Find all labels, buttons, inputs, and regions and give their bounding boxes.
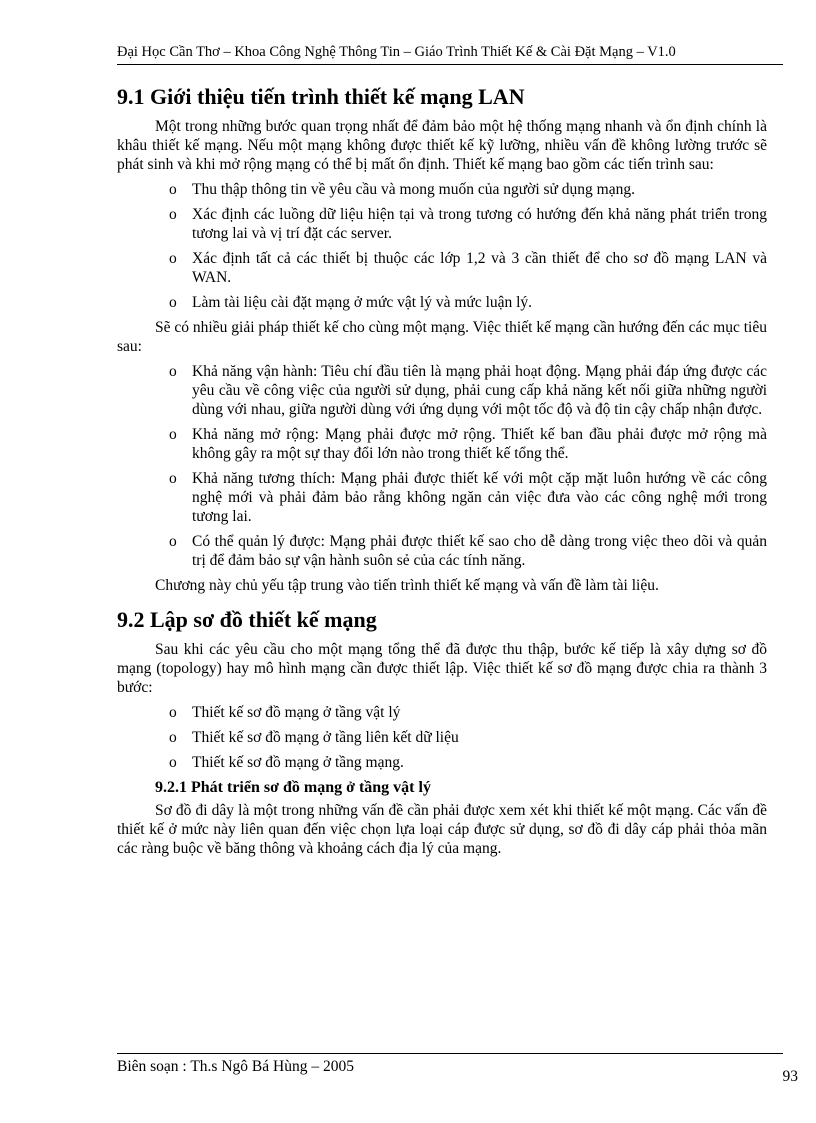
bullet-icon: o (169, 426, 177, 443)
section-9-1-title: 9.1 Giới thiệu tiến trình thiết kế mạng LAN (117, 84, 525, 109)
goals-list (117, 362, 767, 570)
bullet-icon: o (169, 704, 177, 721)
paragraph: Sau khi các yêu cầu cho một mạng tổng thể đã được thu thập, bước kế tiếp là xây dựng sơ đồ mạng (topology) hay mô hình mạng cần được thiết lập. Việc thiết kế sơ đồ mạng được chia ra thành 3 bước: (117, 641, 767, 696)
bullet-icon: o (169, 181, 177, 198)
bullet-icon: o (169, 470, 177, 487)
bullet-icon: o (169, 533, 177, 550)
page-header: Đại Học Cần Thơ – Khoa Công Nghệ Thông Tin – Giáo Trình Thiết Kế & Cài Đặt Mạng – V1.0 (117, 44, 783, 65)
paragraph: Sơ đồ đi dây là một trong những vấn đề cần phải được xem xét khi thiết kế một mạng. Các vấn đề thiết kế ở mức này liên quan đến việc chọn lựa loại cáp được sử dụng, sơ đồ đi dây cáp phải thỏa mãn các ràng buộc về băng thông và khoảng cách địa lý của mạng. (117, 802, 767, 857)
steps-list (117, 703, 767, 772)
list-item: o Có thể quản lý được: Mạng phải được thiết kế sao cho dễ dàng trong việc theo dõi và quản trị để đảm bảo sự vận hành suôn sẻ của các tính năng. (169, 533, 767, 569)
bullet-icon: o (169, 294, 177, 311)
paragraph: Một trong những bước quan trọng nhất để đảm bảo một hệ thống mạng nhanh và ổn định chính là khâu thiết kế mạng. Nếu một mạng không được thiết kế kỹ lưỡng, nhiều vấn đề không lường trước sẽ phát sinh và khi mở rộng mạng có thể bị mất ổn định. Thiết kế mạng bao gồm các tiến trình sau: (117, 118, 767, 173)
bullet-icon: o (169, 206, 177, 223)
list-item: o Khả năng tương thích: Mạng phải được thiết kế với một cặp mặt luôn hướng về các công nghệ mới và phải đảm bảo rằng không ngăn cản việc đưa vào các công nghệ mới trong tương lai. (169, 470, 767, 525)
bullet-icon: o (169, 250, 177, 267)
list-item: o Khả năng mở rộng: Mạng phải được mở rộng. Thiết kế ban đầu phải được mở rộng mà không gây ra một sự thay đổi lớn nào trong thiết kế tổng thể. (169, 426, 767, 462)
list-item: o Thiết kế sơ đồ mạng ở tầng vật lý (169, 704, 401, 721)
page-footer (117, 1053, 783, 1076)
process-list (117, 180, 767, 312)
list-item: o Thiết kế sơ đồ mạng ở tầng mạng. (169, 754, 404, 771)
list-item: o Xác định tất cả các thiết bị thuộc các lớp 1,2 và 3 cần thiết để cho sơ đồ mạng LAN và WAN. (169, 250, 767, 286)
section-9-2-title: 9.2 Lập sơ đồ thiết kế mạng (117, 607, 377, 632)
paragraph: Chương này chủ yếu tập trung vào tiến trình thiết kế mạng và vấn đề làm tài liệu. (155, 577, 659, 594)
document-body (117, 84, 767, 864)
bullet-icon: o (169, 754, 177, 771)
paragraph: Sẽ có nhiều giải pháp thiết kế cho cùng một mạng. Việc thiết kế mạng cần hướng đến các mục tiêu sau: (117, 319, 767, 355)
page-number: 93 (782, 1068, 798, 1085)
list-item: o Thiết kế sơ đồ mạng ở tầng liên kết dữ liệu (169, 729, 459, 746)
bullet-icon: o (169, 729, 177, 746)
section-9-2-1-title: 9.2.1 Phát triển sơ đồ mạng ở tầng vật lý (155, 779, 431, 796)
list-item: o Thu thập thông tin về yêu cầu và mong muốn của người sử dụng mạng. (169, 181, 635, 198)
footer-author: Biên soạn : Th.s Ngô Bá Hùng – 2005 (117, 1058, 354, 1075)
list-item: o Xác định các luồng dữ liệu hiện tại và trong tương có hướng đến khả năng phát triển trong tương lai và vị trí đặt các server. (169, 206, 767, 242)
list-item: o Làm tài liệu cài đặt mạng ở mức vật lý và mức luận lý. (169, 294, 533, 311)
bullet-icon: o (169, 363, 177, 380)
list-item: o Khả năng vận hành: Tiêu chí đầu tiên là mạng phải hoạt động. Mạng phải đáp ứng được các yêu cầu về công việc của người sử dụng, phải cung cấp khả năng kết nối giữa những người dùng với nhau, giữa người dùng với ứng dụng với một tốc độ và độ tin cậy chấp nhận được. (169, 363, 767, 418)
